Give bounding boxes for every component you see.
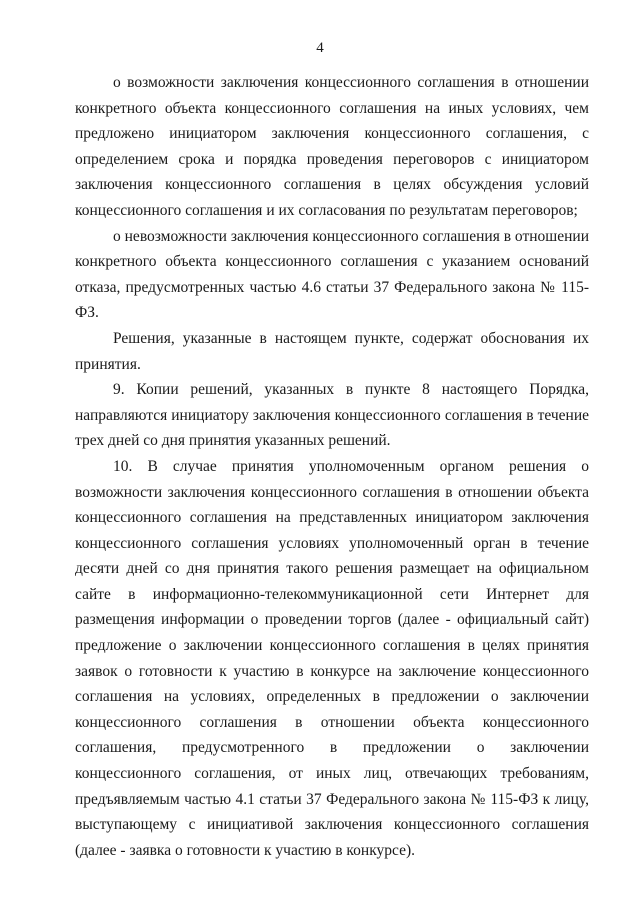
paragraph-possibility-other-conditions: о возможности заключения концессионного соглашения в отношении конкретного объекта концессионного соглашения на иных условиях, чем предложено инициатором заключения концессионного соглашения, с определением срока и порядка проведения переговоров с инициатором заключения концессионного соглашения в целях обсуждения условий концессионного соглашения и их согласования по результатам переговоров; (75, 74, 589, 219)
page-number: 4 (316, 40, 324, 56)
document-body (75, 70, 589, 863)
paragraph-item-9: 9. Копии решений, указанных в пункте 8 настоящего Порядка, направляются инициатору заключения концессионного соглашения в течение трех дней со дня принятия указанных решений. (75, 381, 589, 450)
paragraph-item-10: 10. В случае принятия уполномоченным органом решения о возможности заключения концессионного соглашения в отношении объекта концессионного соглашения на представленных инициатором заключения концессионного соглашения условиях уполномоченный орган в течение десяти дней со дня принятия такого решения размещает на официальном сайте в информационно-телекоммуникационной сети Интернет для размещения информации о проведении торгов (далее - официальный сайт) предложение о заключении концессионного соглашения в целях принятия заявок о готовности к участию в конкурсе на заключение концессионного соглашения на условиях, определенных в предложении о заключении концессионного соглашения в отношении объекта концессионного соглашения, предусмотренного в предложении о заключении концессионного соглашения, от иных лиц, отвечающих требованиям, предъявляемым частью 4.1 статьи 37 Федерального закона № 115-ФЗ к лицу, выступающему с инициативой заключения концессионного соглашения (далее - заявка о готовности к участию в конкурсе). (75, 457, 589, 859)
paragraph-decisions-justification: Решения, указанные в настоящем пункте, содержат обоснования их принятия. (75, 329, 589, 373)
paragraph-impossibility: о невозможности заключения концессионного соглашения в отношении конкретного объекта концессионного соглашения с указанием оснований отказа, предусмотренных частью 4.6 статьи 37 Федерального закона № 115-ФЗ. (75, 227, 589, 322)
